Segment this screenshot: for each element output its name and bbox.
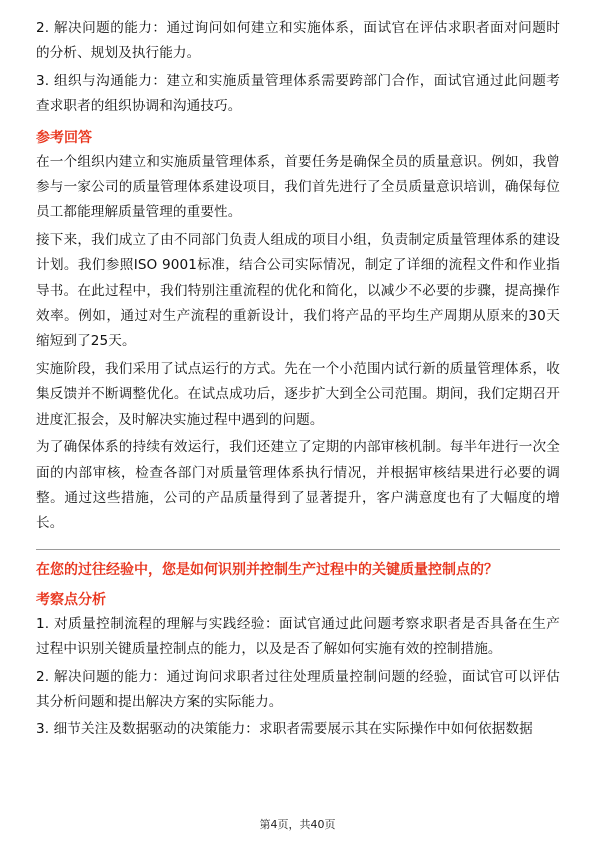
analysis-item-2: 2. 解决问题的能力：通过询问如何建立和实施体系，面试官在评估求职者面对问题时的分析、规划及执行能力。	[36, 20, 560, 62]
reference-paragraph-3: 实施阶段，我们采用了试点运行的方式。先在一个小范围内试行新的质量管理体系，收集反馈并不断调整优化。在试点成功后，逐步扩大到全公司范围。期间，我们定期召开进度汇报会，及时解决实施过程中遇到的问题。	[36, 360, 560, 428]
analysis-item-2b: 2. 解决问题的能力：通过询问求职者过往处理质量控制问题的经验，面试官可以评估其分析问题和提出解决方案的实际能力。	[36, 668, 560, 710]
analysis-item-3b: 3. 细节关注及数据驱动的决策能力：求职者需要展示其在实际操作中如何依据数据	[36, 721, 533, 738]
page-number-footer: 第4页，共40页	[259, 818, 336, 831]
reference-paragraph-1: 在一个组织内建立和实施质量管理体系，首要任务是确保全员的质量意识。例如，我曾参与一家公司的质量管理体系建设项目，我们首先进行了全员质量意识培训，确保每位员工都能理解质量管理的重要性。	[36, 153, 560, 221]
page-content	[36, 16, 560, 745]
reference-answer-heading: 参考回答	[36, 129, 92, 146]
analysis-item-1: 1. 对质量控制流程的理解与实践经验：面试官通过此问题考察求职者是否具备在生产过程中识别关键质量控制点的能力，以及是否了解如何实施有效的控制措施。	[36, 615, 560, 658]
analysis-heading: 考察点分析	[36, 591, 106, 608]
section-divider	[36, 549, 560, 550]
reference-paragraph-2: 接下来，我们成立了由不同部门负责人组成的项目小组，负责制定质量管理体系的建设计划。我们参照ISO 9001标准，结合公司实际情况，制定了详细的流程文件和作业指导书。在此过程中，我们特别注重流程的优化和简化，以减少不必要的步骤，提高操作效率。例如，通过对生产流程的重新设计，我们将产品的平均生产周期从原来的30天缩短到了25天。	[36, 231, 560, 350]
analysis-item-3: 3. 组织与沟通能力：建立和实施质量管理体系需要跨部门合作，面试官通过此问题考查求职者的组织协调和沟通技巧。	[36, 72, 560, 115]
question-title: 在您的过往经验中，您是如何识别并控制生产过程中的关键质量控制点的？	[36, 561, 498, 578]
reference-paragraph-4: 为了确保体系的持续有效运行，我们还建立了定期的内部审核机制。每半年进行一次全面的内部审核，检查各部门对质量管理体系执行情况，并根据审核结果进行必要的调整。通过这些措施，公司的产品质量得到了显著提升，客户满意度也有了大幅度的增长。	[36, 439, 560, 532]
